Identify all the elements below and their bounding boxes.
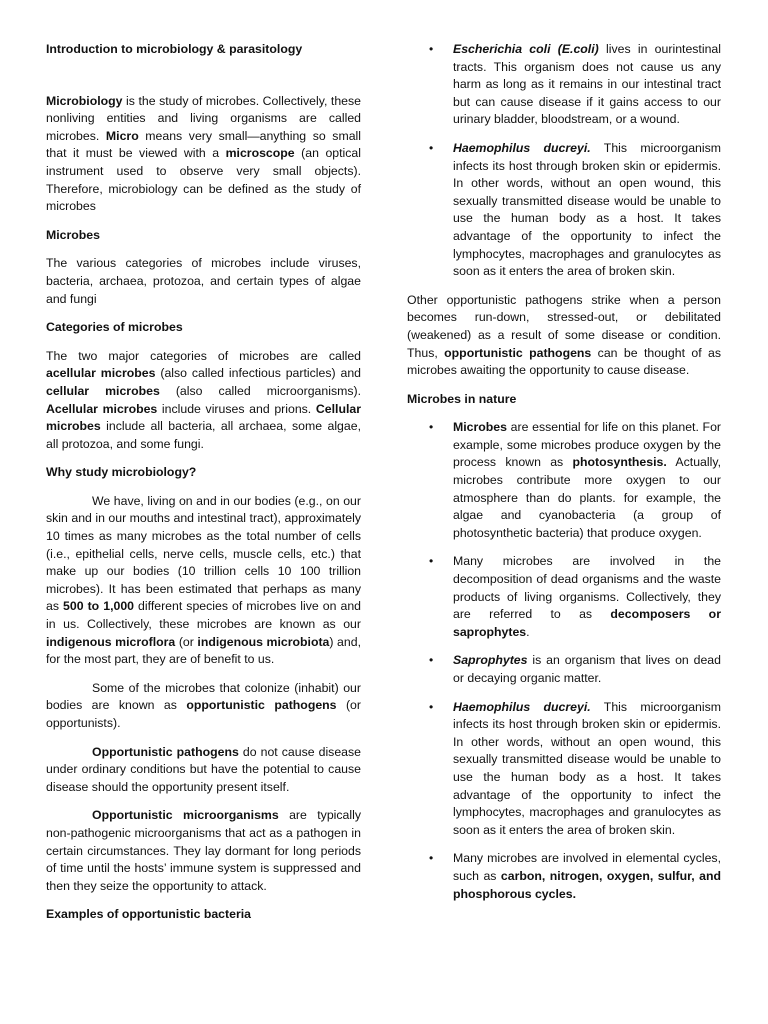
list-item-haemophilus-2 (407, 699, 721, 840)
list-item-elemental-cycles (407, 850, 721, 903)
microbes-heading: Microbes (46, 227, 100, 242)
right-column (407, 41, 721, 914)
document-title: Introduction to microbiology & parasitology (46, 42, 303, 56)
microbes-in-nature-heading: Microbes in nature (407, 391, 517, 406)
bullet-icon: • (429, 42, 434, 56)
colonize-paragraph: Some of the microbes that colonize (inhabit) our bodies are known as opportunistic pathogens (or opportunists). (46, 680, 361, 730)
examples-heading: Examples of opportunistic bacteria (46, 907, 251, 922)
left-column (46, 41, 361, 935)
bullet-icon: • (429, 699, 434, 714)
opportunistic-microorganisms-paragraph: Opportunistic microorganisms are typically non-pathogenic microorganisms that act as a pathogen in certain circumstances. They lay dormant for long periods of time until the hosts’ immune system is suppressed and then they seize the opportunity to attack. (46, 808, 361, 893)
list-item-ecoli (407, 41, 721, 129)
haemophilus-text: Haemophilus ducreyi. This microorganism infects its host through broken skin or epidermis. In other words, without an open wound, this sexually transmitted disease would be unable to use the human body as a host. It takes advantage of the opportunity to infect the lymphocytes, macrophages and granulocytes as soon as it enters the area of broken skin. (453, 140, 721, 279)
haemophilus-text-2: Haemophilus ducreyi. This microorganism infects its host through broken skin or epidermis. In other words, without an open wound, this sexually transmitted disease would be unable to use the human body as a host. It takes advantage of the opportunity to infect the lymphocytes, macrophages and granulocytes as soon as it enters the area of broken skin. (453, 699, 721, 837)
other-pathogens-paragraph: Other opportunistic pathogens strike when a person becomes run-down, stressed-out, or debilitated (weakened) as a result of some disease or condition. Thus, opportunistic pathogens can be thought of as microbes awaiting the opportunity to cause disease. (407, 292, 722, 378)
photosynthesis-text: Microbes are essential for life on this planet. For example, some microbes produce oxygen by the process known as photosynthesis. Actually, microbes contribute more oxygen to our atmosphere than do plants. for example, the algae and cyanobacteria (a group of photosynthetic bacteria) that produce oxygen. (453, 420, 721, 540)
bullet-icon: • (429, 653, 434, 668)
categories-paragraph: The two major categories of microbes are called acellular microbes (also called infectious particles) and cellular microbes (also called microorganisms). Acellular microbes include viruses and prions. Cellular microbes include all bacteria, all archaea, some algae, all protozoa, and some fungi. (46, 348, 362, 451)
decomposers-text: Many microbes are involved in the decomposition of dead organisms and the waste products of living organisms. Collectively, they are referred to as decomposers or saprophytes. (453, 554, 721, 639)
list-item-saprophytes (407, 652, 721, 687)
why-study-heading: Why study microbiology? (46, 465, 197, 480)
microbe-types-paragraph: The various categories of microbes include viruses, bacteria, archaea, protozoa, and certain types of algae and fungi (46, 256, 361, 306)
saprophytes-text: Saprophytes is an organism that lives on dead or decaying organic matter. (453, 653, 721, 685)
opportunistic-bacteria-list (407, 41, 721, 281)
opportunistic-pathogens-paragraph: Opportunistic pathogens do not cause disease under ordinary conditions but have the potential to cause disease should the opportunity present itself. (46, 744, 361, 794)
bullet-icon: • (429, 554, 434, 569)
list-item-photosynthesis (407, 419, 721, 542)
microbes-in-nature-list (407, 419, 721, 903)
elemental-cycles-text: Many microbes are involved in elemental cycles, such as carbon, nitrogen, oxygen, sulfur, and phosphorous cycles. (453, 851, 722, 901)
categories-heading: Categories of microbes (46, 320, 183, 335)
indigenous-microflora-paragraph: We have, living on and in our bodies (e.g., on our skin and in our mouths and intestinal tract), approximately 10 times as many microbes as the total number of cells (i.e., epithelial cells, nerve cells, muscle cells, etc.) that make up our bodies (10 trillion cells 10 100 trillion microbes). It has been estimated that perhaps as many as 500 to 1,000 different species of microbes live on and in us. Collectively, these microbes are known as our indigenous microflora (or indigenous microbiota) and, for the most part, they are of benefit to us. (46, 493, 361, 667)
list-item-decomposers (407, 553, 721, 641)
bullet-icon: • (429, 420, 434, 435)
microbiology-definition-paragraph: Microbiology is the study of microbes. Collectively, these nonliving entities and living organisms are called microbes. Micro means very small—anything so small that it must be viewed with a microscope (an optical instrument used to observe very small objects). Therefore, microbiology can be defined as the study of microbes (46, 93, 362, 214)
list-item-haemophilus (407, 140, 721, 281)
ecoli-text: Escherichia coli (E.coli) lives in ourintestinal tracts. This organism does not cause us any harm as long as it remains in our intestinal tract but can cause disease if it gains access to our urinary bladder, bloodstream, or a wound. (453, 42, 721, 127)
bullet-icon: • (429, 851, 434, 866)
bullet-icon: • (429, 140, 434, 155)
